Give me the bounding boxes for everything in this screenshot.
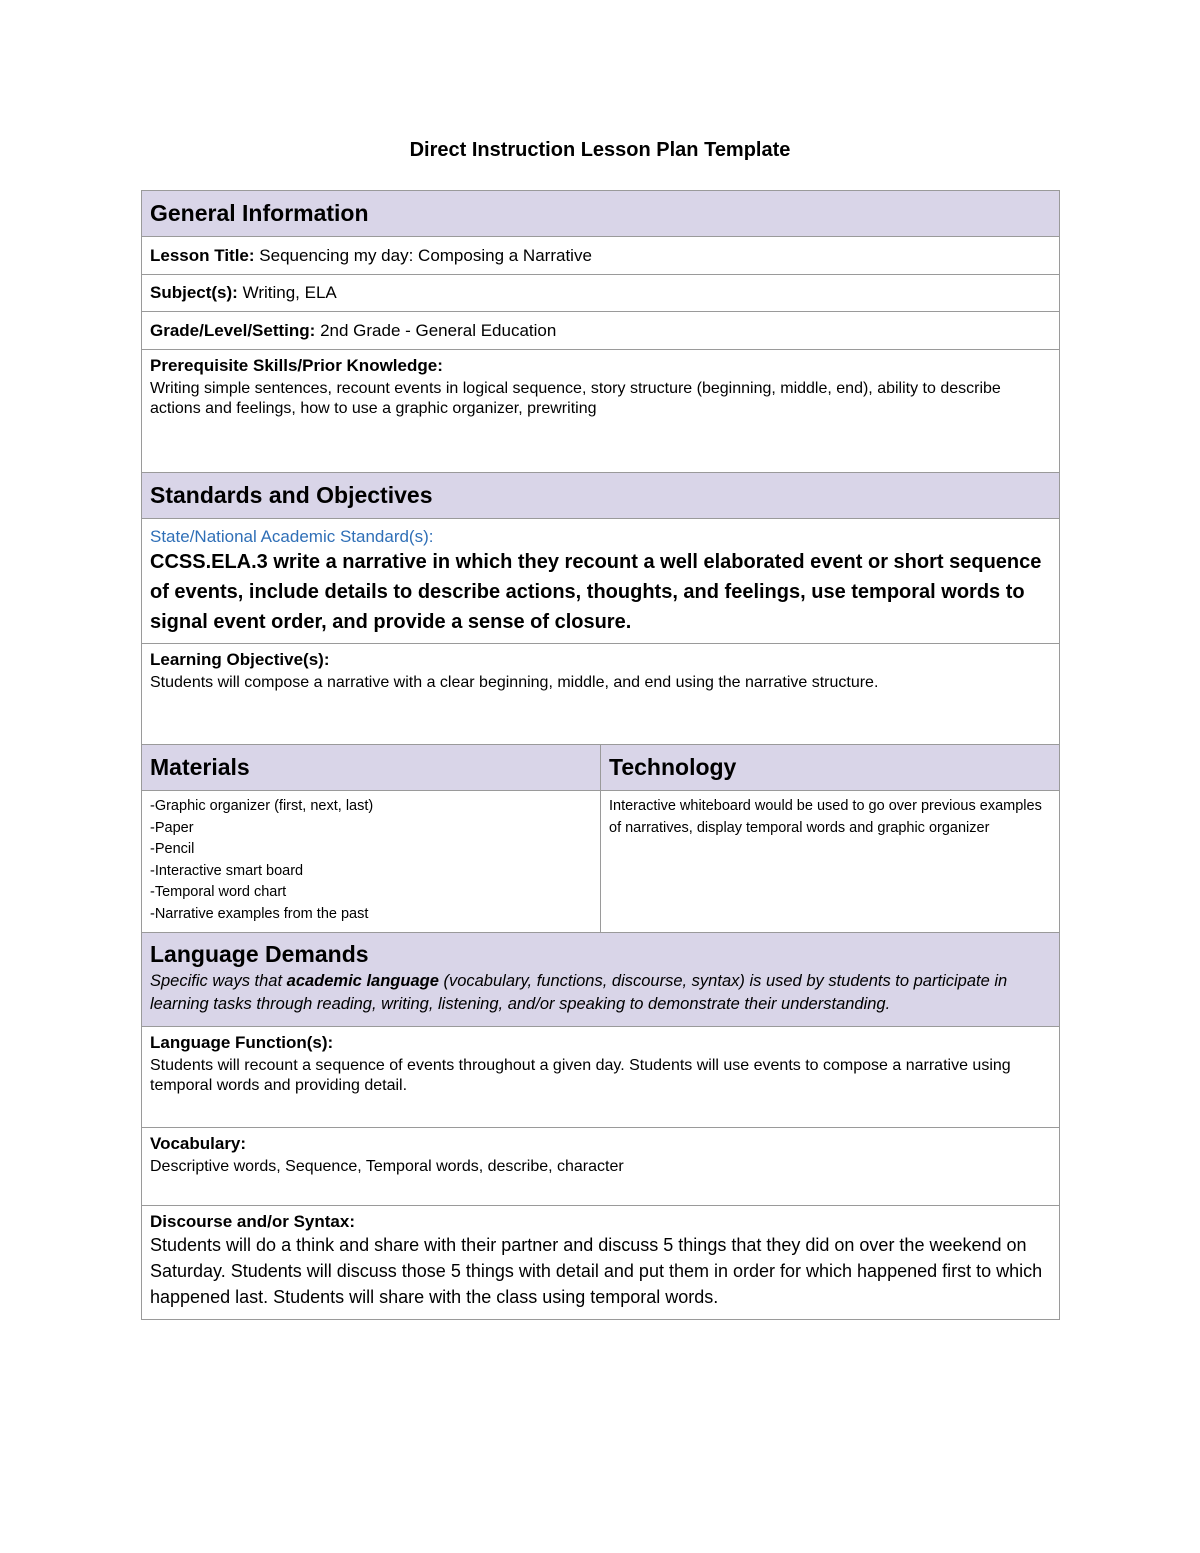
lesson-title-value: Sequencing my day: Composing a Narrative: [259, 245, 592, 265]
prerequisite-value: Writing simple sentences, recount events in logical sequence, story structure (beginning, middle, end), ability to describe actions and feelings, how to use a graphic organizer, prewriting: [150, 380, 1001, 417]
list-item: -Interactive smart board: [150, 862, 304, 879]
language-function-label: Language Function(s):: [150, 1033, 334, 1052]
technology-value: Interactive whiteboard would be used to go over previous examples of narratives, display temporal words and graphic organizer: [609, 798, 1042, 836]
lesson-plan-table: [141, 190, 1060, 1320]
vocabulary-label: Vocabulary:: [150, 1134, 247, 1153]
standard-label: State/National Academic Standard(s):: [150, 527, 434, 546]
general-information-header: General Information: [142, 191, 1060, 237]
discourse-value: Students will do a think and share with their partner and discuss 5 things that they did on over the weekend on Saturday. Students will discuss those 5 things with detail and put them in order for which happened first to which happened last. Students will share with the class using temporal words.: [150, 1235, 1043, 1307]
list-item: -Paper: [150, 819, 194, 836]
discourse-label: Discourse and/or Syntax:: [150, 1212, 356, 1231]
prerequisite-row: [142, 350, 1060, 473]
list-item: -Graphic organizer (first, next, last): [150, 798, 374, 814]
language-demands-title: Language Demands: [150, 941, 369, 967]
discourse-row: [142, 1206, 1060, 1320]
materials-header: Materials: [142, 745, 601, 791]
objective-value: Students will compose a narrative with a clear beginning, middle, and end using the narrative structure.: [150, 674, 879, 691]
list-item: -Narrative examples from the past: [150, 905, 369, 922]
lesson-title-row: [142, 237, 1060, 275]
prerequisite-label: Prerequisite Skills/Prior Knowledge:: [150, 356, 443, 375]
language-function-row: [142, 1027, 1060, 1128]
language-demands-header: [142, 933, 1060, 1027]
vocabulary-value: Descriptive words, Sequence, Temporal words, describe, character: [150, 1158, 624, 1175]
standards-objectives-header: Standards and Objectives: [142, 473, 1060, 519]
vocabulary-row: [142, 1128, 1060, 1206]
list-item: -Temporal word chart: [150, 884, 287, 901]
technology-text: [601, 791, 1060, 933]
grade-value: 2nd Grade - General Education: [320, 320, 557, 340]
standard-row: [142, 519, 1060, 644]
standard-value: CCSS.ELA.3 write a narrative in which they recount a well elaborated event or short sequence of events, include details to describe actions, thoughts, and feelings, use temporal words to signal event order, and provide a sense of closure.: [150, 551, 1042, 633]
objective-label: Learning Objective(s):: [150, 650, 330, 669]
materials-list: [142, 791, 601, 933]
language-function-value: Students will recount a sequence of events throughout a given day. Students will use events to compose a narrative using temporal words and providing detail.: [150, 1057, 1011, 1094]
subjects-value: Writing, ELA: [242, 283, 337, 302]
grade-label: Grade/Level/Setting:: [150, 320, 316, 340]
grade-row: [142, 312, 1060, 350]
list-item: -Pencil: [150, 841, 195, 858]
subjects-row: [142, 275, 1060, 312]
subjects-label: Subject(s):: [150, 283, 238, 302]
objective-row: [142, 644, 1060, 745]
document-title: Direct Instruction Lesson Plan Template: [409, 139, 791, 161]
lesson-title-label: Lesson Title:: [150, 245, 255, 265]
technology-header: Technology: [601, 745, 1060, 791]
language-demands-description: Specific ways that academic language (vocabulary, functions, discourse, syntax) is used by students to participate in learning tasks through reading, writing, listening, and/or speaking to demonstrate their understanding.: [150, 972, 1008, 1013]
